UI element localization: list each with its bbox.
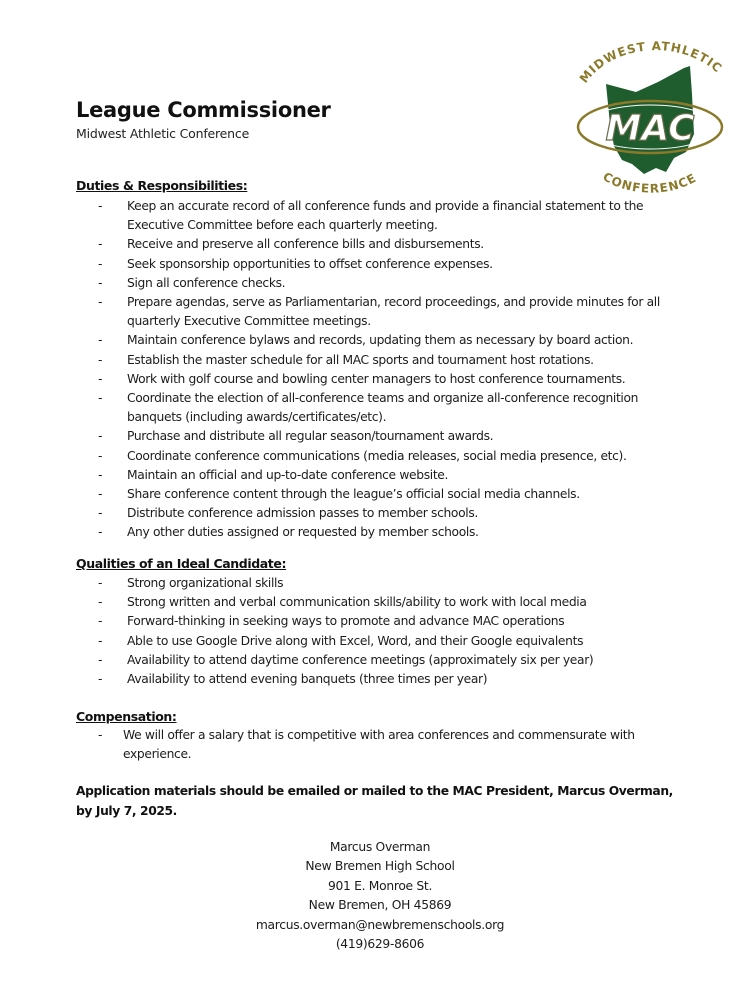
list-item: - Sign all conference checks. (98, 275, 286, 290)
list-item: - Maintain an official and up-to-date conference website. (98, 467, 449, 482)
list-item: - Seek sponsorship opportunities to offset conference expenses. (98, 256, 493, 271)
list-item: - Able to use Google Drive along with Excel, Word, and their Google equivalents (98, 633, 584, 648)
compensation-list (76, 726, 683, 764)
mac-logo-icon (566, 34, 736, 196)
qualities-list (76, 574, 687, 689)
list-item: - Receive and preserve all conference bills and disbursements. (98, 237, 484, 252)
duties-heading: Duties & Responsibilities: (76, 178, 248, 193)
page-subtitle: Midwest Athletic Conference (76, 126, 250, 141)
list-item: - Forward-thinking in seeking ways to promote and advance MAC operations (98, 614, 565, 629)
contact-phone: (419)629-8606 (335, 937, 425, 952)
list-item: - Keep an accurate record of all conference funds and provide a financial statement to the Executive Committee before each quarterly meeting. (98, 199, 644, 233)
list-item: - Share conference content through the league’s official social media channels. (98, 487, 580, 502)
compensation-heading: Compensation: (76, 709, 177, 724)
list-item: - Availability to attend daytime conference meetings (approximately six per year) (98, 652, 594, 667)
list-item: - Strong written and verbal communication skills/ability to work with local media (98, 595, 587, 610)
contact-street: 901 E. Monroe St. (327, 878, 433, 893)
duties-list (76, 197, 687, 543)
list-item: - We will offer a salary that is competitive with area conferences and commensurate with experience. (98, 728, 635, 762)
contact-name: Marcus Overman (329, 840, 431, 854)
list-item: - Availability to attend evening banquets (three times per year) (98, 672, 488, 687)
contact-email[interactable]: marcus.overman@newbremenschools.org (255, 917, 505, 932)
list-item: - Prepare agendas, serve as Parliamentarian, record proceedings, and provide minutes for all quarterly Executive Committee meetings. (98, 295, 660, 329)
list-item: - Coordinate conference communications (media releases, social media presence, etc). (98, 448, 627, 463)
qualities-heading: Qualities of an Ideal Candidate: (76, 556, 287, 571)
application-note: Application materials should be emailed or mailed to the MAC President, Marcus Overman, by July 7, 2025. (76, 784, 673, 818)
list-item: - Maintain conference bylaws and records, updating them as necessary by board action. (98, 333, 634, 348)
contact-school: New Bremen High School (305, 859, 455, 874)
list-item: - Strong organizational skills (98, 576, 284, 590)
list-item: - Purchase and distribute all regular season/tournament awards. (98, 429, 494, 444)
list-item: - Establish the master schedule for all MAC sports and tournament host rotations. (98, 352, 594, 367)
svg-text:MIDWEST ATHLETIC: MIDWEST ATHLETIC (576, 39, 725, 86)
list-item: - Work with golf course and bowling center managers to host conference tournaments. (98, 371, 626, 386)
svg-text:CONFERENCE: CONFERENCE (600, 169, 699, 196)
svg-text:MAC: MAC (605, 108, 695, 149)
page-title: League Commissioner (76, 98, 331, 122)
list-item: - Any other duties assigned or requested by member schools. (98, 525, 479, 540)
contact-block (180, 838, 580, 954)
contact-city: New Bremen, OH 45869 (308, 898, 452, 913)
list-item: - Distribute conference admission passes to member schools. (98, 506, 478, 521)
list-item: - Coordinate the election of all-conference teams and organize all-conference recognition banquets (including awards/certificates/etc). (98, 391, 639, 425)
